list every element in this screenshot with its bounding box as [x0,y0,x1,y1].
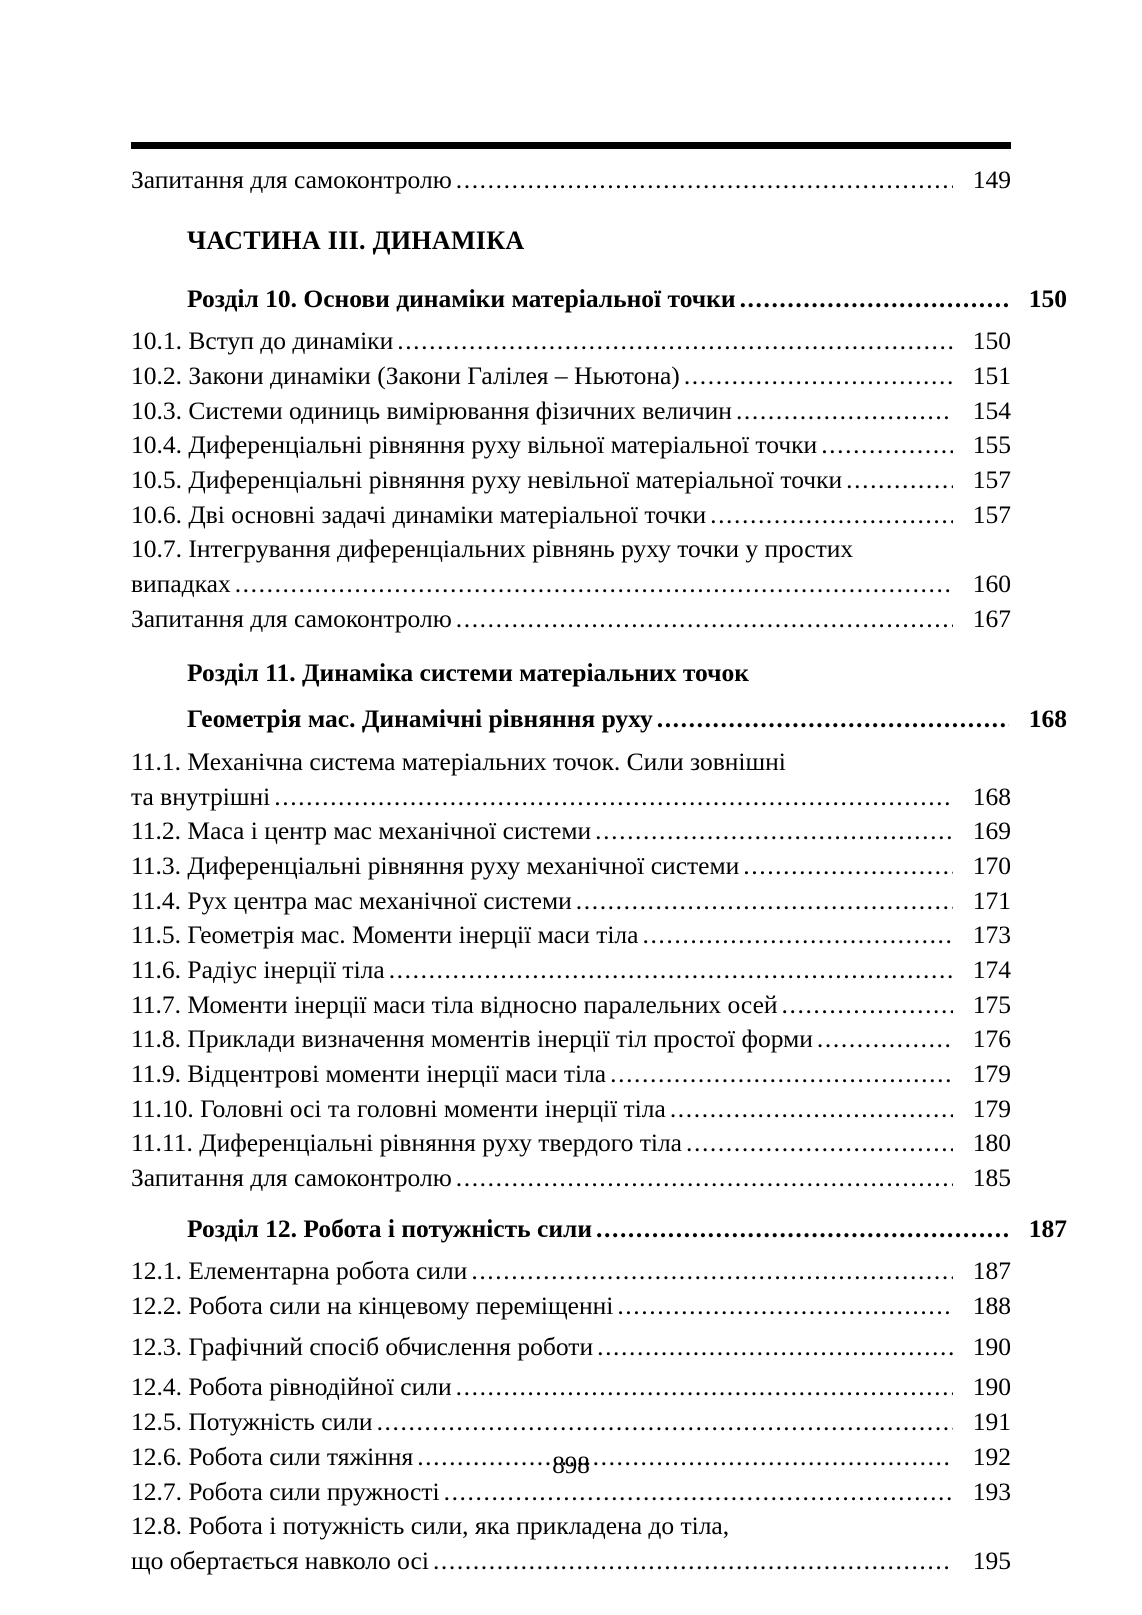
dot-leader [610,1057,953,1092]
toc-entry-label: 12.5. Потужність сили [131,1407,373,1437]
toc-entry-label: Запитання для самоконтролю [131,1163,452,1193]
toc-entry[interactable] [131,498,1011,533]
toc-entry-label: 10.3. Системи одиниць вимірювання фізичних величин [131,395,732,425]
dot-leader [576,884,953,919]
toc-entry-label: що обертається навколо осі [131,1545,429,1575]
toc-entry[interactable] [131,1405,1011,1440]
toc-chapter-label: Розділ 12. Робота і потужність сили [187,1213,593,1243]
dot-leader [710,498,953,533]
toc-entry-label: 12.6. Робота сили тяжіння [131,1441,414,1471]
dot-leader [433,1544,953,1579]
dot-leader [235,567,953,602]
toc-entry-page: 157 [972,499,1011,529]
dot-leader [686,1126,953,1161]
toc-entry[interactable] [131,780,1011,815]
toc-entry-page: 149 [972,165,1011,194]
toc-entry-label: 11.5. Геометрія мас. Моменти інерції маси тіла [131,920,639,950]
dot-leader [456,163,953,198]
dot-leader [397,324,953,359]
toc-chapter-page: 187 [1028,1213,1067,1243]
toc-entry[interactable] [131,1092,1011,1127]
toc-entry[interactable] [131,463,1011,498]
toc-chapter-heading[interactable] [131,1212,1067,1247]
toc-entry-label: 12.7. Робота сили пружності [131,1476,440,1506]
toc-entry-label: 11.3. Диференціальні рівняння руху механічної системи [131,851,740,881]
dot-leader [274,780,953,815]
toc-entry-page: 187 [972,1256,1011,1286]
toc-chapter-label: Геометрія мас. Динамічні рівняння руху [187,704,653,734]
toc-entry[interactable] [131,1161,1011,1196]
dot-leader [456,1370,953,1405]
toc-chapter-heading[interactable] [131,702,1067,737]
toc-entry-page: 151 [972,361,1011,391]
toc-entry[interactable] [131,359,1011,394]
toc-entry-page: 157 [972,465,1011,495]
toc-entry-page: 190 [972,1331,1011,1361]
dot-leader [743,849,953,884]
toc-entry[interactable] [131,567,1011,602]
toc-entry[interactable] [131,884,1011,919]
dot-leader [377,1405,953,1440]
toc-entry-page: 167 [972,603,1011,633]
toc-entry-label: 10.4. Диференціальні рівняння руху вільної матеріальної точки [131,430,818,460]
toc-entry-page: 190 [972,1372,1011,1402]
toc-chapter-page: 150 [1028,283,1067,313]
toc-entry-page: 173 [972,920,1011,950]
toc-entry-label: Запитання для самоконтролю [131,165,452,194]
toc-entry[interactable] [131,918,1011,953]
toc-entry-page: 168 [972,781,1011,811]
dot-leader [684,359,953,394]
dot-leader [456,602,953,637]
toc-entry-page: 195 [972,1545,1011,1575]
toc-part-title: ЧАСТИНА III. ДИНАМІКА [187,225,525,255]
toc-entry-label: Запитання для самоконтролю [131,603,452,633]
toc-entry[interactable] [131,814,1011,849]
toc-chapter-label: Розділ 10. Основи динаміки матеріальної точки [187,283,736,313]
dot-leader [456,1161,953,1196]
dot-leader [782,988,953,1023]
toc-entry[interactable] [131,394,1011,429]
toc-entry-page: 180 [972,1128,1011,1158]
toc-entry[interactable] [131,1370,1011,1405]
toc-entry[interactable] [131,1330,1011,1365]
toc-entry-label: 11.4. Рух центра мас механічної системи [131,885,572,915]
toc-entry-page: 155 [972,430,1011,460]
toc-entry-page: 171 [972,885,1011,915]
toc-entry-page: 188 [972,1291,1011,1321]
toc-entry[interactable] [131,988,1011,1023]
toc-entry-page: 175 [972,989,1011,1019]
toc-entry-page: 179 [972,1059,1011,1089]
toc-entry-page: 154 [972,395,1011,425]
toc-entry[interactable] [131,1544,1011,1579]
toc-entry-label-line1: 10.7. Інтегрування диференціальних рівнянь руху точки у простих [131,534,854,564]
toc-entry-label: 11.9. Відцентрові моменти інерції маси тіла [131,1059,607,1089]
toc-entry[interactable] [131,602,1011,637]
toc-entry[interactable] [131,1057,1011,1092]
dot-leader [821,428,953,463]
toc-entry-label: випадках [131,569,231,599]
dot-leader [389,953,953,988]
toc-entry-label: 12.4. Робота рівнодійної сили [131,1372,452,1402]
toc-entry-page: 160 [972,569,1011,599]
dot-leader [595,814,953,849]
dot-leader [596,1212,1009,1247]
toc-entry-label: 10.5. Диференціальні рівняння руху невільної матеріальної точки [131,465,843,495]
table-of-contents [131,163,1067,1579]
dot-leader [471,1254,953,1289]
toc-chapter-heading[interactable] [131,282,1067,317]
toc-entry-label: 10.2. Закони динаміки (Закони Галілея – Ньютона) [131,361,680,391]
toc-entry-label: 11.11. Диференціальні рівняння руху твердого тіла [131,1128,682,1158]
dot-leader [740,282,1009,317]
toc-entry-label: 11.10. Головні осі та головні моменти інерції тіла [131,1093,666,1123]
toc-entry-page: 150 [972,326,1011,356]
toc-chapter-label-line1: Розділ 11. Динаміка системи матеріальних точок [187,658,749,688]
dot-leader [670,1092,953,1127]
toc-entry[interactable] [131,1254,1011,1289]
toc-entry-page: 174 [972,955,1011,985]
dot-leader [846,463,953,498]
toc-entry-label: 12.3. Графічний спосіб обчислення роботи [131,1331,594,1361]
toc-entry[interactable] [131,953,1011,988]
toc-entry-page: 176 [972,1024,1011,1054]
toc-entry[interactable] [131,1289,1011,1324]
toc-entry[interactable] [131,1126,1011,1161]
toc-entry-page: 191 [972,1407,1011,1437]
toc-entry-label-line1: 11.1. Механічна система матеріальних точок. Сили зовнішні [131,747,786,777]
toc-entry[interactable] [131,849,1011,884]
header-rule [131,142,1011,149]
toc-entry[interactable] [131,324,1011,359]
dot-leader [817,1022,953,1057]
toc-entry[interactable] [131,428,1011,463]
toc-entry-label-line1: 12.8. Робота і потужність сили, яка прикладена до тіла, [131,1511,730,1541]
toc-entry-page: 193 [972,1476,1011,1506]
toc-entry[interactable] [131,163,1011,198]
dot-leader [657,702,1009,737]
toc-entry-label: 11.8. Приклади визначення моментів інерції тіл простої форми [131,1024,813,1054]
dot-leader [597,1330,953,1365]
toc-entry-page: 179 [972,1093,1011,1123]
toc-entry-label: 11.6. Радіус інерції тіла [131,955,385,985]
toc-entry-label: 12.1. Елементарна робота сили [131,1256,468,1286]
toc-entry-label: 10.1. Вступ до динаміки [131,326,394,356]
toc-entry[interactable] [131,1022,1011,1057]
toc-entry-page: 192 [972,1441,1011,1471]
toc-entry-page: 169 [972,816,1011,846]
toc-entry-label: та внутрішні [131,781,271,811]
toc-entry-label: 12.2. Робота сили на кінцевому переміщенні [131,1291,614,1321]
dot-leader [736,394,953,429]
toc-entry-page: 185 [972,1163,1011,1193]
toc-entry-page: 170 [972,851,1011,881]
toc-entry-label: 11.7. Моменти інерції маси тіла відносно паралельних осей [131,989,778,1019]
toc-chapter-page: 168 [1028,704,1067,734]
toc-entry-label: 10.6. Дві основні задачі динаміки матеріальної точки [131,499,707,529]
dot-leader [642,918,953,953]
dot-leader [617,1289,953,1324]
toc-entry-label: 11.2. Маса і центр мас механічної системи [131,816,592,846]
footer-page-number: 898 [552,1452,590,1479]
